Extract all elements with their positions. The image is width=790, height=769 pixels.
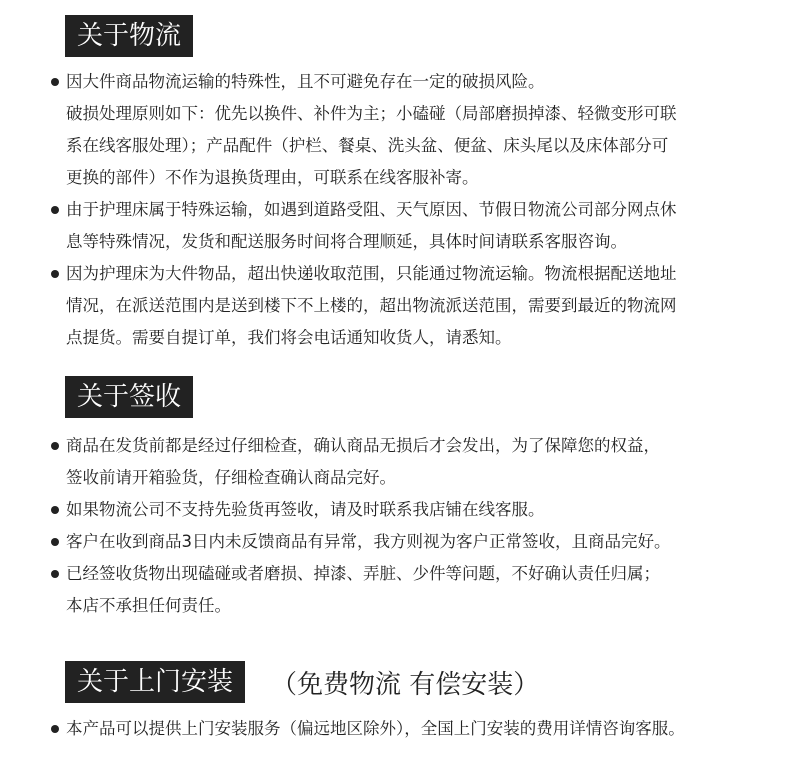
logistics-heading: 关于物流	[65, 15, 193, 57]
item-line: 点提货。需要自提订单，我们将会电话通知收货人，请悉知。	[66, 328, 512, 347]
bullet-dot-icon	[51, 506, 59, 514]
list-item	[0, 558, 790, 622]
list-item	[0, 258, 790, 354]
installation-list	[0, 713, 790, 745]
list-item	[0, 494, 790, 526]
list-item	[0, 526, 790, 558]
bullet-dot-icon	[51, 725, 59, 733]
item-line: 息等特殊情况，发货和配送服务时间将合理顺延，具体时间请联系客服咨询。	[66, 232, 627, 251]
installation-heading-row	[65, 661, 539, 703]
installation-heading-note: （免费物流 有偿安装）	[271, 669, 540, 700]
bullet-dot-icon	[51, 206, 59, 214]
item-line: 本产品可以提供上门安装服务（偏远地区除外），全国上门安装的费用详情咨询客服。	[66, 719, 685, 738]
item-line: 商品在发货前都是经过仔细检查，确认商品无损后才会发出，为了保障您的权益，	[66, 436, 660, 455]
list-item	[0, 713, 790, 745]
list-item	[0, 98, 790, 194]
bullet-dot-icon	[51, 538, 59, 546]
item-line: 情况，在派送范围内是送到楼下不上楼的，超出物流派送范围，需要到最近的物流网	[66, 296, 677, 315]
item-line: 因为护理床为大件物品，超出快递收取范围，只能通过物流运输。物流根据配送地址	[66, 264, 677, 283]
item-line: 签收前请开箱验货，仔细检查确认商品完好。	[66, 468, 396, 487]
item-line: 如果物流公司不支持先验货再签收，请及时联系我店铺在线客服。	[66, 500, 545, 519]
item-line: 系在线客服处理）；产品配件（护栏、餐桌、洗头盆、便盆、床头尾以及床体部分可	[66, 136, 669, 155]
list-item	[0, 66, 790, 98]
signing-list	[0, 430, 790, 622]
item-line: 已经签收货物出现磕碰或者磨损、掉漆、弄脏、少件等问题，不好确认责任归属；	[66, 564, 660, 583]
logistics-list	[0, 66, 790, 354]
list-item	[0, 194, 790, 258]
item-line: 本店不承担任何责任。	[66, 596, 231, 615]
bullet-dot-icon	[51, 270, 59, 278]
signing-heading: 关于签收	[65, 376, 193, 418]
bullet-dot-icon	[51, 78, 59, 86]
logistics-heading-row	[65, 15, 193, 57]
bullet-dot-icon	[51, 442, 59, 450]
item-line: 更换的部件）不作为退换货理由，可联系在线客服补寄。	[66, 168, 479, 187]
item-line: 破损处理原则如下：优先以换件、补件为主；小磕碰（局部磨损掉漆、轻微变形可联	[66, 104, 677, 123]
bullet-dot-icon	[51, 570, 59, 578]
list-item	[0, 430, 790, 494]
item-line: 客户在收到商品3日内未反馈商品有异常，我方则视为客户正常签收，且商品完好。	[66, 532, 671, 551]
item-line: 因大件商品物流运输的特殊性，且不可避免存在一定的破损风险。	[66, 72, 545, 91]
installation-heading: 关于上门安装	[65, 661, 245, 703]
item-line: 由于护理床属于特殊运输，如遇到道路受阻、天气原因、节假日物流公司部分网点休	[66, 200, 677, 219]
signing-heading-row	[65, 376, 193, 418]
